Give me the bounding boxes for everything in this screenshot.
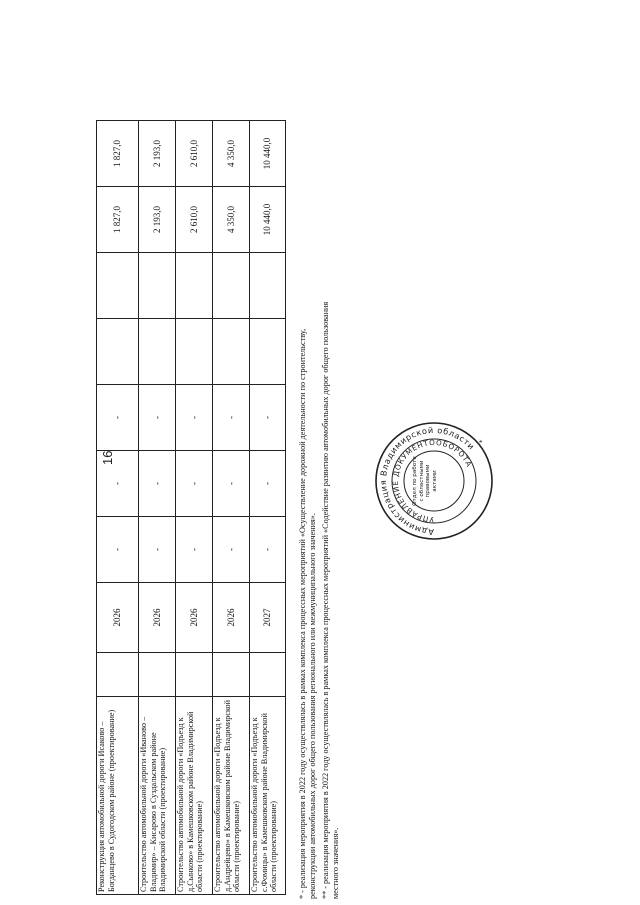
footnote-2: ** - реализация мероприятия в 2022 году осуществлялась в рамках комплекса процессных мероприятий «Содействие развитию автомобильных дорог общего пользования местного значения». bbox=[320, 301, 340, 899]
value-cell: - bbox=[97, 451, 139, 517]
table-row bbox=[176, 121, 213, 895]
footnotes bbox=[298, 279, 343, 899]
value-cell: 1 827,0 bbox=[97, 187, 139, 253]
value-cell: - bbox=[176, 517, 213, 583]
value-cell: - bbox=[139, 451, 176, 517]
value-cell: - bbox=[97, 517, 139, 583]
value-cell: - bbox=[176, 385, 213, 451]
empty-cell bbox=[139, 653, 176, 697]
year-cell: 2026 bbox=[139, 583, 176, 653]
empty-cell bbox=[97, 653, 139, 697]
empty-cell bbox=[97, 319, 139, 385]
name-cell: Строительство автомобильной дороги «Подъезд к д.Сынково» в Камешковском районе Владимирской области (проектирование) bbox=[176, 697, 213, 895]
year-cell: 2026 bbox=[97, 583, 139, 653]
total-cell: 2 610,0 bbox=[176, 121, 213, 187]
empty-cell bbox=[213, 253, 250, 319]
empty-cell bbox=[97, 253, 139, 319]
footnote-1: * - реализация мероприятия в 2022 году осуществлялась в рамках комплекса процессных мероприятий «Осуществление дорожной деятельности по строительству, реконструкции автомобильных дорог общего пользования регионального или межмуниципального значения». bbox=[298, 328, 318, 899]
empty-cell bbox=[139, 319, 176, 385]
value-cell: - bbox=[250, 517, 286, 583]
total-cell: 4 350,0 bbox=[213, 121, 250, 187]
value-cell: - bbox=[213, 517, 250, 583]
value-cell: 10 440,0 bbox=[250, 187, 286, 253]
budget-table bbox=[96, 120, 286, 895]
empty-cell bbox=[250, 319, 286, 385]
year-cell: 2027 bbox=[250, 583, 286, 653]
table-row bbox=[139, 121, 176, 895]
value-cell: 2 193,0 bbox=[139, 187, 176, 253]
empty-cell bbox=[250, 253, 286, 319]
total-cell: 2 193,0 bbox=[139, 121, 176, 187]
table-row bbox=[213, 121, 250, 895]
stamp-middle-text: УПРАВЛЕНИЕ ДОКУМЕНТООБОРОТА bbox=[390, 437, 474, 525]
empty-cell bbox=[213, 319, 250, 385]
total-cell: 1 827,0 bbox=[97, 121, 139, 187]
empty-cell bbox=[213, 653, 250, 697]
name-cell: Строительство автомобильной дороги «Подъезд к с.Фомицы» в Камешковском районе Владимирской области (проектирование) bbox=[250, 697, 286, 895]
year-cell: 2026 bbox=[176, 583, 213, 653]
page-number: 16 bbox=[100, 450, 115, 465]
empty-cell bbox=[176, 319, 213, 385]
value-cell: - bbox=[176, 451, 213, 517]
official-stamp bbox=[372, 419, 496, 543]
empty-cell bbox=[176, 253, 213, 319]
value-cell: - bbox=[139, 517, 176, 583]
total-cell: 10 440,0 bbox=[250, 121, 286, 187]
name-cell: Строительство автомобильной дороги «Подъезд к д.Андрейцево» в Камешковском районе Владимирской области (проектирование) bbox=[213, 697, 250, 895]
stamp-outer-text: Администрация Владимирской области bbox=[377, 424, 477, 538]
value-cell: - bbox=[213, 451, 250, 517]
stamp-center-text: Отдел по работе с областными правовыми актами bbox=[412, 456, 439, 506]
value-cell: - bbox=[250, 385, 286, 451]
empty-cell bbox=[176, 653, 213, 697]
value-cell: - bbox=[97, 385, 139, 451]
name-cell: Реконструкция автомобильной дороги Исаково – Богданцево в Судогодском районе (проектирование) bbox=[97, 697, 139, 895]
value-cell: - bbox=[250, 451, 286, 517]
empty-cell bbox=[139, 253, 176, 319]
name-cell: Строительство автомобильной дороги «Иваново – Владимир» – Кисарово в Суздальском районе Владимирской области (проектирование) bbox=[139, 697, 176, 895]
value-cell: 2 610,0 bbox=[176, 187, 213, 253]
table-row bbox=[97, 121, 139, 895]
table-row bbox=[250, 121, 286, 895]
svg-text:*: * bbox=[478, 439, 486, 443]
value-cell: - bbox=[213, 385, 250, 451]
year-cell: 2026 bbox=[213, 583, 250, 653]
empty-cell bbox=[250, 653, 286, 697]
stamp-seal-icon bbox=[372, 419, 496, 543]
value-cell: 4 350,0 bbox=[213, 187, 250, 253]
value-cell: - bbox=[139, 385, 176, 451]
